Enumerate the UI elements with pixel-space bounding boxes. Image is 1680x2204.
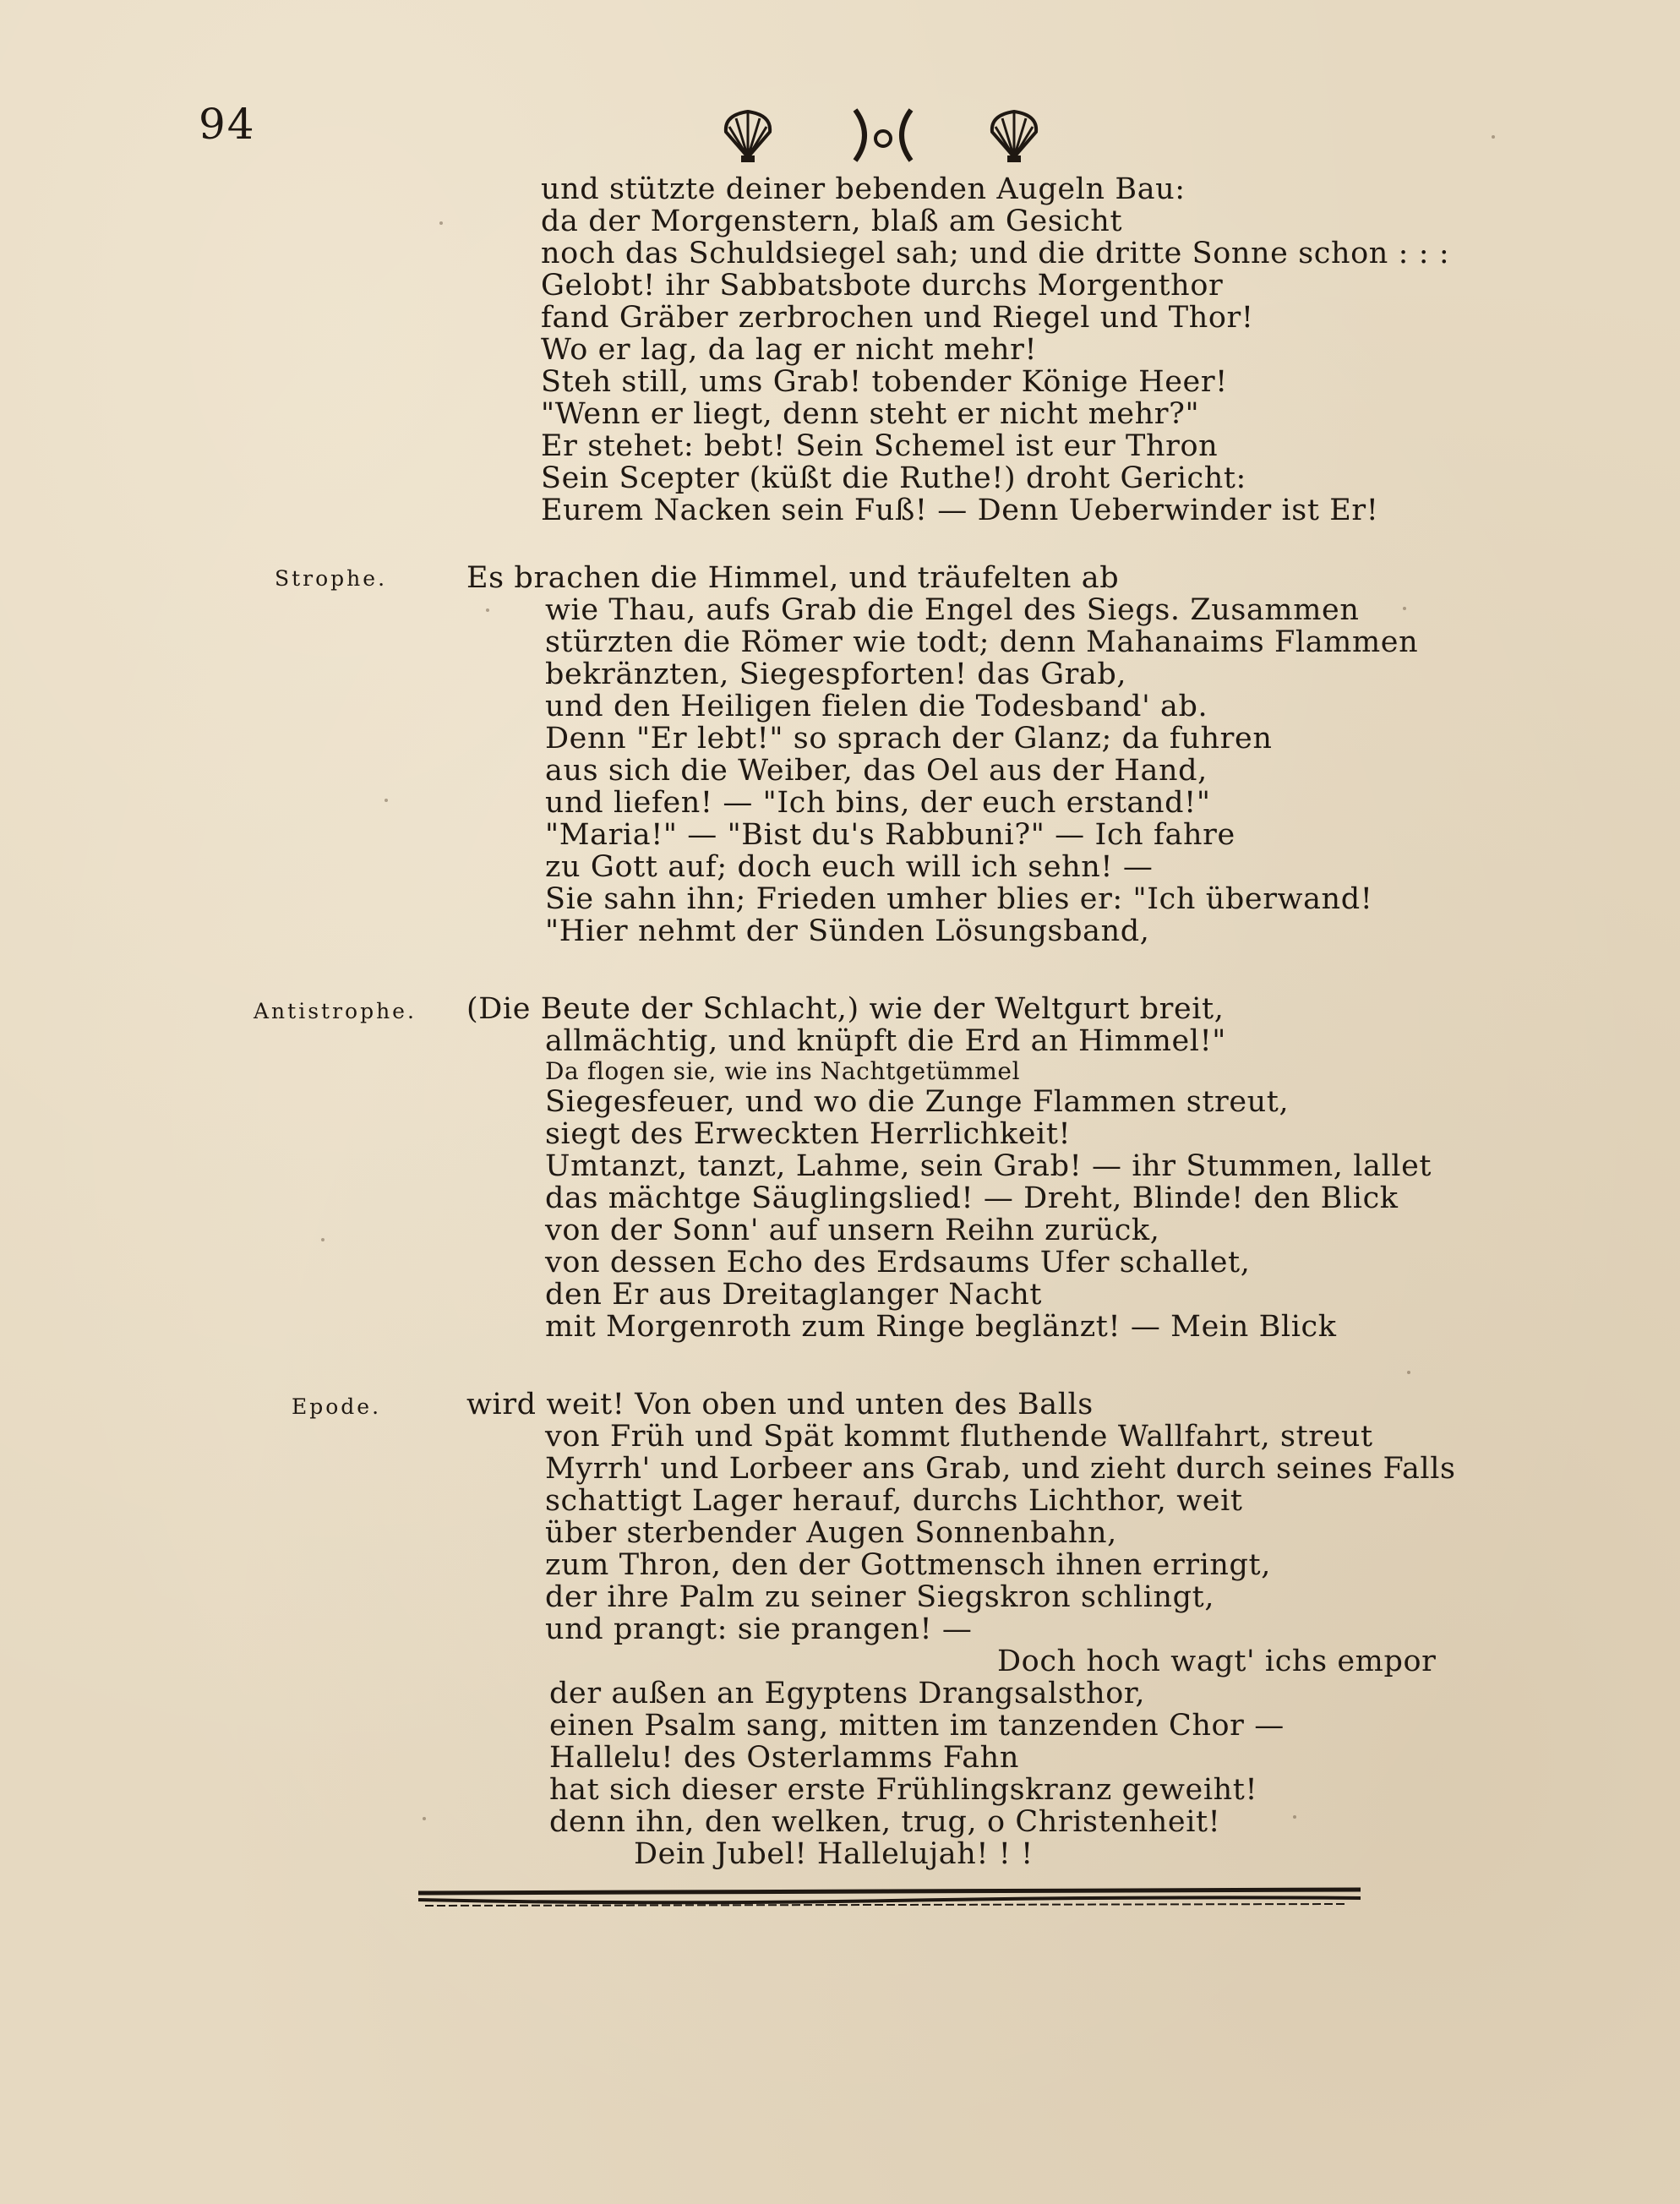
poem-line: schattigt Lager herauf, durchs Lichthor, weit: [545, 1484, 1243, 1518]
poem-line: da der Morgenstern, blaß am Gesicht: [541, 205, 1123, 238]
poem-line: und den Heiligen fielen die Todesband' ab.: [545, 690, 1208, 723]
poem-line: "Hier nehmt der Sünden Lösungsband,: [545, 914, 1150, 948]
poem-line: Sie sahn ihn; Frieden umher blies er: "Ich überwand!: [545, 882, 1373, 916]
poem-line: "Maria!" — "Bist du's Rabbuni?" — Ich fahre: [545, 818, 1235, 852]
closing-rule-divider: [418, 1886, 1361, 1912]
poem-line: Sein Scepter (küßt die Ruthe!) droht Gericht:: [541, 461, 1246, 495]
poem-line: noch das Schuldsiegel sah; und die dritte Sonne schon : : :: [541, 237, 1450, 270]
poem-line: bekränzten, Siegespforten! das Grab,: [545, 657, 1127, 691]
poem-line: Wo er lag, da lag er nicht mehr!: [541, 333, 1038, 367]
poem-line: und liefen! — "Ich bins, der euch erstand!": [545, 786, 1211, 820]
header-ornament: [701, 100, 1065, 167]
paper-speck: [321, 1238, 325, 1241]
poem-line: Steh still, ums Grab! tobender Könige Heer!: [541, 365, 1228, 399]
poem-line: Myrrh' und Lorbeer ans Grab, und zieht durch seines Falls: [545, 1452, 1456, 1486]
poem-line: Doch hoch wagt' ichs empor: [997, 1645, 1437, 1678]
paper-speck: [1407, 1371, 1410, 1374]
section-label-antistrophe: Antistrophe.: [254, 999, 417, 1023]
poem-line: zum Thron, den der Gottmensch ihnen erringt,: [545, 1548, 1271, 1582]
poem-line: Dein Jubel! Hallelujah! ! !: [634, 1837, 1034, 1871]
poem-line: den Er aus Dreitaglanger Nacht: [545, 1278, 1042, 1312]
poem-line: mit Morgenroth zum Ringe beglänzt! — Mein Blick: [545, 1310, 1337, 1344]
poem-line: Er stehet: bebt! Sein Schemel ist eur Thron: [541, 429, 1219, 463]
poem-line: denn ihn, den welken, trug, o Christenheit!: [549, 1805, 1221, 1839]
poem-line: Gelobt! ihr Sabbatsbote durchs Morgenthor: [541, 269, 1224, 303]
poem-line: Hallelu! des Osterlamms Fahn: [549, 1741, 1019, 1775]
poem-line: hat sich dieser erste Frühlingskranz geweiht!: [549, 1773, 1258, 1807]
scallop-shell-icon: [992, 112, 1036, 162]
poem-line: Es brachen die Himmel, und träufelten ab: [466, 561, 1120, 595]
scallop-shell-icon: [726, 112, 770, 162]
scroll-ornament-icon: [855, 110, 911, 161]
paper-speck: [1492, 135, 1495, 139]
paper-speck: [423, 1817, 426, 1820]
poem-line: aus sich die Weiber, das Oel aus der Hand,: [545, 754, 1208, 788]
page-number: 94: [199, 100, 256, 149]
poem-line: zu Gott auf; doch euch will ich sehn! —: [545, 850, 1154, 884]
poem-line: Da flogen sie, wie ins Nachtgetümmel: [545, 1057, 1021, 1085]
poem-line: der außen an Egyptens Drangsalsthor,: [549, 1677, 1146, 1710]
poem-line: Eurem Nacken sein Fuß! — Denn Ueberwinder ist Er!: [541, 494, 1379, 527]
paper-speck: [1293, 1815, 1296, 1819]
poem-line: Denn "Er lebt!" so sprach der Glanz; da fuhren: [545, 722, 1273, 756]
section-label-strophe: Strophe.: [275, 566, 388, 591]
poem-line: von dessen Echo des Erdsaums Ufer schallet,: [545, 1246, 1251, 1279]
section-label-epode: Epode.: [292, 1394, 382, 1419]
poem-line: allmächtig, und knüpft die Erd an Himmel!": [545, 1024, 1226, 1058]
poem-line: fand Gräber zerbrochen und Riegel und Thor!: [541, 301, 1254, 335]
poem-line: wird weit! Von oben und unten des Balls: [466, 1388, 1094, 1421]
paper-speck: [1403, 607, 1406, 610]
poem-line: über sterbender Augen Sonnenbahn,: [545, 1516, 1117, 1550]
poem-line: und stützte deiner bebenden Augeln Bau:: [541, 172, 1186, 206]
poem-line: Umtanzt, tanzt, Lahme, sein Grab! — ihr Stummen, lallet: [545, 1149, 1432, 1183]
paper-speck: [385, 799, 388, 802]
poem-line: der ihre Palm zu seiner Siegskron schlingt,: [545, 1580, 1215, 1614]
poem-line: einen Psalm sang, mitten im tanzenden Chor —: [549, 1709, 1285, 1743]
paper-speck: [439, 221, 443, 225]
poem-line: und prangt: sie prangen! —: [545, 1612, 973, 1646]
poem-line: das mächtge Säuglingslied! — Dreht, Blinde! den Blick: [545, 1181, 1399, 1215]
poem-line: von Früh und Spät kommt fluthende Wallfahrt, streut: [545, 1420, 1373, 1454]
paper-speck: [486, 608, 489, 612]
poem-line: siegt des Erweckten Herrlichkeit!: [545, 1117, 1072, 1151]
poem-line: von der Sonn' auf unsern Reihn zurück,: [545, 1214, 1160, 1247]
poem-line: Siegesfeuer, und wo die Zunge Flammen streut,: [545, 1085, 1290, 1119]
poem-line: "Wenn er liegt, denn steht er nicht mehr?": [541, 397, 1200, 431]
poem-line: wie Thau, aufs Grab die Engel des Siegs. Zusammen: [545, 593, 1360, 627]
poem-line: (Die Beute der Schlacht,) wie der Weltgurt breit,: [466, 992, 1225, 1026]
poem-line: stürzten die Römer wie todt; denn Mahanaims Flammen: [545, 625, 1419, 659]
